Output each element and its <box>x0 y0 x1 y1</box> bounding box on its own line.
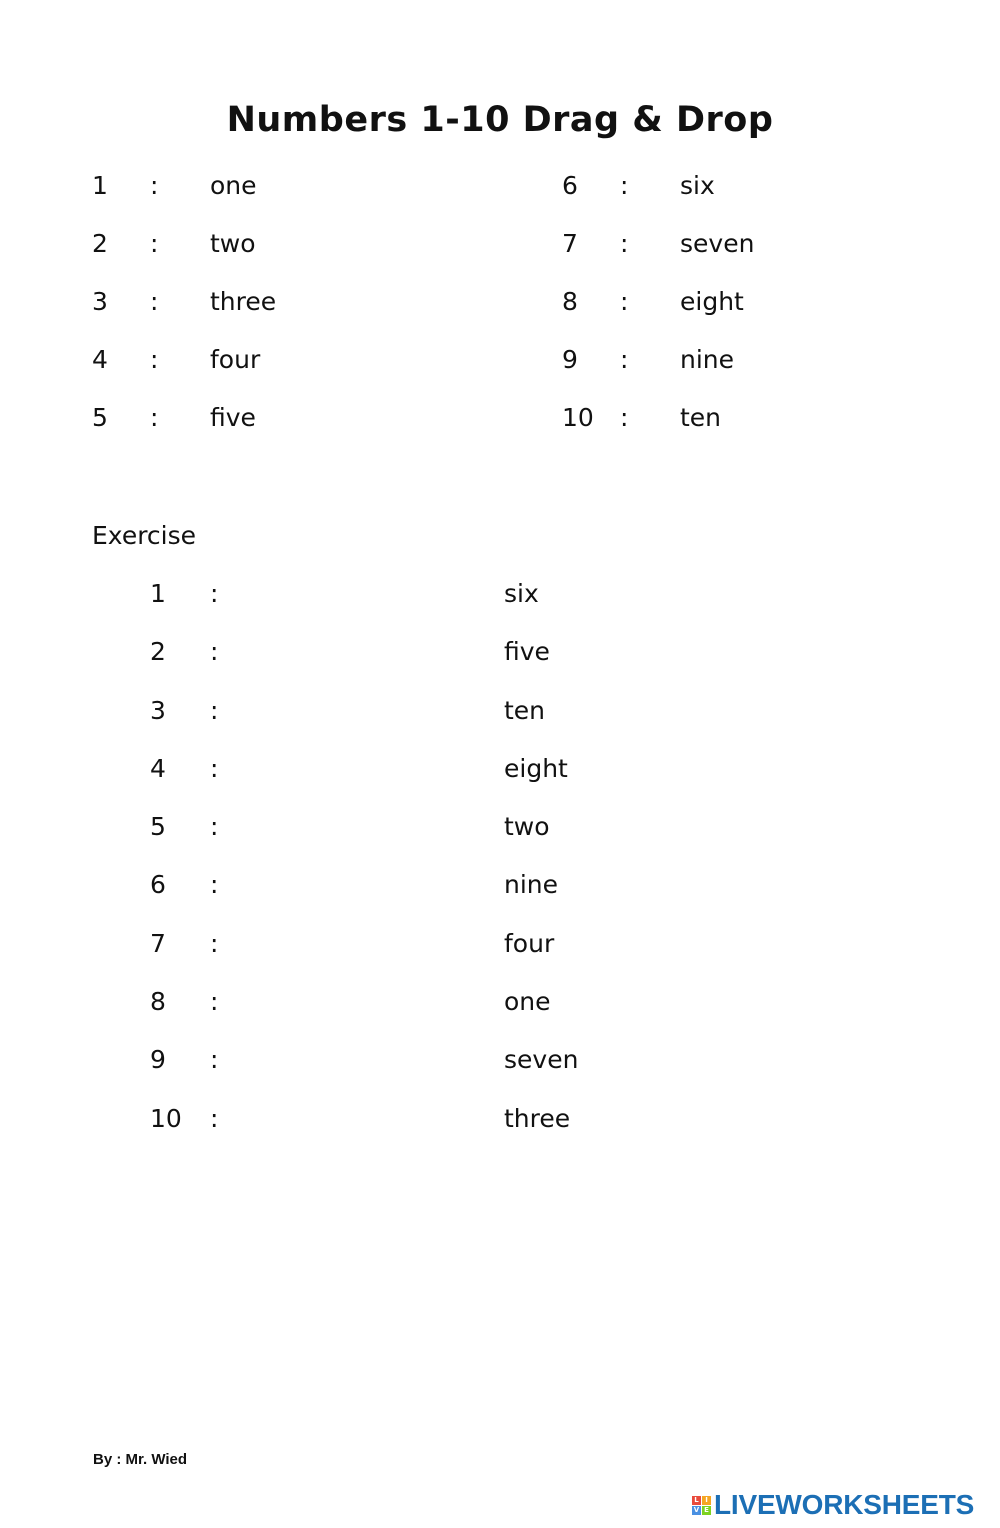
exercise-number: 2 <box>150 637 166 667</box>
reference-colon: : <box>620 345 629 374</box>
reference-number: 8 <box>562 287 578 316</box>
exercise-colon: : <box>210 987 219 1017</box>
exercise-number: 1 <box>150 579 166 608</box>
exercise-row <box>150 572 750 630</box>
logo-tile: I <box>702 1496 711 1505</box>
reference-word: one <box>210 171 257 200</box>
reference-colon: : <box>150 171 159 200</box>
reference-word: eight <box>680 287 744 316</box>
draggable-word[interactable]: three <box>504 1103 571 1133</box>
reference-word: six <box>680 171 715 200</box>
exercise-row <box>150 922 750 980</box>
reference-colon: : <box>620 287 629 316</box>
exercise-list <box>150 572 750 1155</box>
reference-word: four <box>210 345 261 374</box>
exercise-row <box>150 1038 750 1096</box>
drop-target[interactable] <box>240 630 480 670</box>
reference-colon: : <box>620 403 629 432</box>
exercise-row <box>150 805 750 863</box>
reference-word: three <box>210 287 277 316</box>
exercise-number: 5 <box>150 812 166 842</box>
reference-number: 1 <box>92 171 108 200</box>
liveworksheets-logo <box>692 1488 974 1522</box>
reference-colon: : <box>150 345 159 374</box>
draggable-word[interactable]: seven <box>504 1045 579 1075</box>
exercise-heading: Exercise <box>92 521 197 550</box>
reference-number: 5 <box>92 403 108 432</box>
drop-target[interactable] <box>240 805 480 845</box>
reference-number: 9 <box>562 345 578 374</box>
draggable-word[interactable]: ten <box>504 695 546 725</box>
logo-tile: L <box>692 1496 701 1505</box>
reference-number: 6 <box>562 171 578 200</box>
reference-colon: : <box>150 287 159 316</box>
drop-target[interactable] <box>240 863 480 903</box>
draggable-word[interactable]: two <box>504 812 550 842</box>
exercise-number: 7 <box>150 928 166 958</box>
reference-word: five <box>210 403 256 432</box>
exercise-number: 9 <box>150 1045 166 1075</box>
exercise-colon: : <box>210 812 219 842</box>
reference-word: nine <box>680 345 735 374</box>
brand-name: LIVEWORKSHEETS <box>714 1489 975 1520</box>
exercise-colon: : <box>210 753 219 783</box>
reference-number: 3 <box>92 287 108 316</box>
exercise-number: 8 <box>150 987 166 1017</box>
drop-target[interactable] <box>240 1097 480 1137</box>
exercise-number: 4 <box>150 753 166 783</box>
liveworksheets-logo-icon <box>692 1496 711 1515</box>
exercise-number: 6 <box>150 870 166 900</box>
draggable-word[interactable]: four <box>504 928 555 958</box>
reference-number: 10 <box>562 403 594 432</box>
draggable-word[interactable]: one <box>504 987 551 1017</box>
drop-target[interactable] <box>240 572 480 612</box>
reference-word: seven <box>680 229 755 258</box>
exercise-row <box>150 747 750 805</box>
exercise-colon: : <box>210 695 219 725</box>
logo-tile: V <box>693 1505 700 1514</box>
drop-target[interactable] <box>240 980 480 1020</box>
draggable-word[interactable]: eight <box>504 753 568 783</box>
exercise-colon: : <box>210 870 219 900</box>
exercise-row <box>150 689 750 747</box>
exercise-number: 3 <box>150 695 166 725</box>
exercise-number: 10 <box>150 1103 182 1133</box>
drop-target[interactable] <box>240 922 480 962</box>
exercise-colon: : <box>210 579 219 608</box>
reference-number: 2 <box>92 229 108 258</box>
draggable-word[interactable]: nine <box>504 870 559 900</box>
reference-word: ten <box>680 403 722 432</box>
reference-number: 7 <box>562 229 578 258</box>
drop-target[interactable] <box>240 1038 480 1078</box>
logo-tile: E <box>702 1506 711 1515</box>
page-title: Numbers 1-10 Drag & Drop <box>226 100 774 140</box>
drop-target[interactable] <box>240 747 480 787</box>
draggable-word[interactable]: five <box>504 637 550 667</box>
exercise-row <box>150 1097 750 1155</box>
reference-colon: : <box>620 171 629 200</box>
reference-colon: : <box>150 403 159 432</box>
reference-colon: : <box>620 229 629 258</box>
exercise-colon: : <box>210 1103 219 1133</box>
reference-word: two <box>210 229 256 258</box>
draggable-word[interactable]: six <box>504 579 539 608</box>
drop-target[interactable] <box>240 689 480 729</box>
exercise-colon: : <box>210 637 219 667</box>
exercise-colon: : <box>210 1045 219 1075</box>
exercise-row <box>150 863 750 921</box>
exercise-row <box>150 980 750 1038</box>
reference-number: 4 <box>92 345 108 374</box>
exercise-colon: : <box>210 928 219 958</box>
exercise-row <box>150 630 750 688</box>
reference-colon: : <box>150 229 159 258</box>
author-credit: By : Mr. Wied <box>93 1451 188 1468</box>
